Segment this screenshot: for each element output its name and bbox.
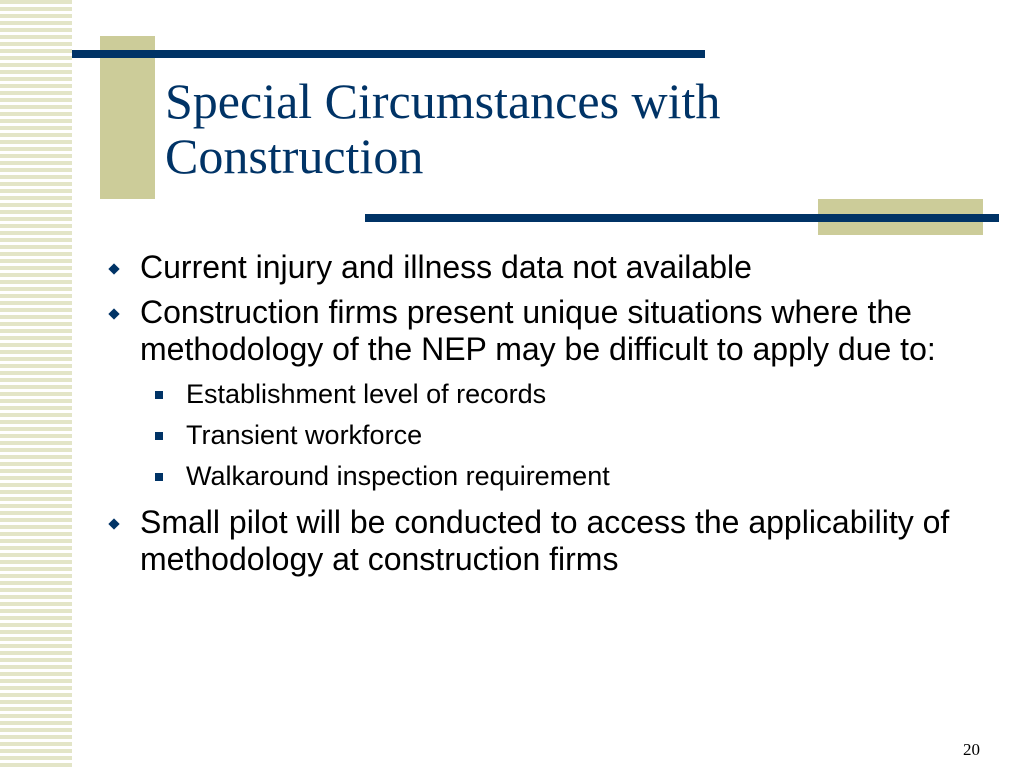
square-bullet-icon	[155, 432, 163, 440]
sub-bullet-text: Transient workforce	[186, 420, 423, 450]
sub-bullet-item	[102, 419, 962, 451]
bullet-text: Small pilot will be conducted to access the applicability of methodology at construction firms	[140, 504, 950, 577]
page-number: 20	[963, 740, 980, 759]
bullet-text: Construction firms present unique situations where the methodology of the NEP may be difficult to apply due to:	[140, 294, 936, 367]
square-bullet-icon	[155, 473, 163, 481]
sub-bullet-text: Establishment level of records	[186, 379, 547, 409]
diamond-bullet-icon	[108, 518, 119, 529]
diamond-bullet-icon	[108, 263, 119, 274]
sub-bullet-item	[102, 378, 962, 410]
title-accent-block	[100, 36, 155, 199]
body-rule	[365, 214, 999, 222]
square-bullet-icon	[155, 391, 163, 399]
decorative-stripes	[0, 0, 72, 768]
bullet-item	[102, 504, 962, 578]
bullet-list	[102, 249, 962, 578]
sub-bullet-text: Walkaround inspection requirement	[186, 461, 610, 491]
bullet-text: Current injury and illness data not available	[140, 249, 752, 285]
diamond-bullet-icon	[108, 308, 119, 319]
slide-title: Special Circumstances with Construction	[165, 73, 721, 184]
bullet-item	[102, 249, 962, 286]
sub-bullet-item	[102, 460, 962, 492]
sub-bullet-list	[102, 378, 962, 492]
bullet-item	[102, 294, 962, 368]
title-rule	[72, 50, 705, 58]
